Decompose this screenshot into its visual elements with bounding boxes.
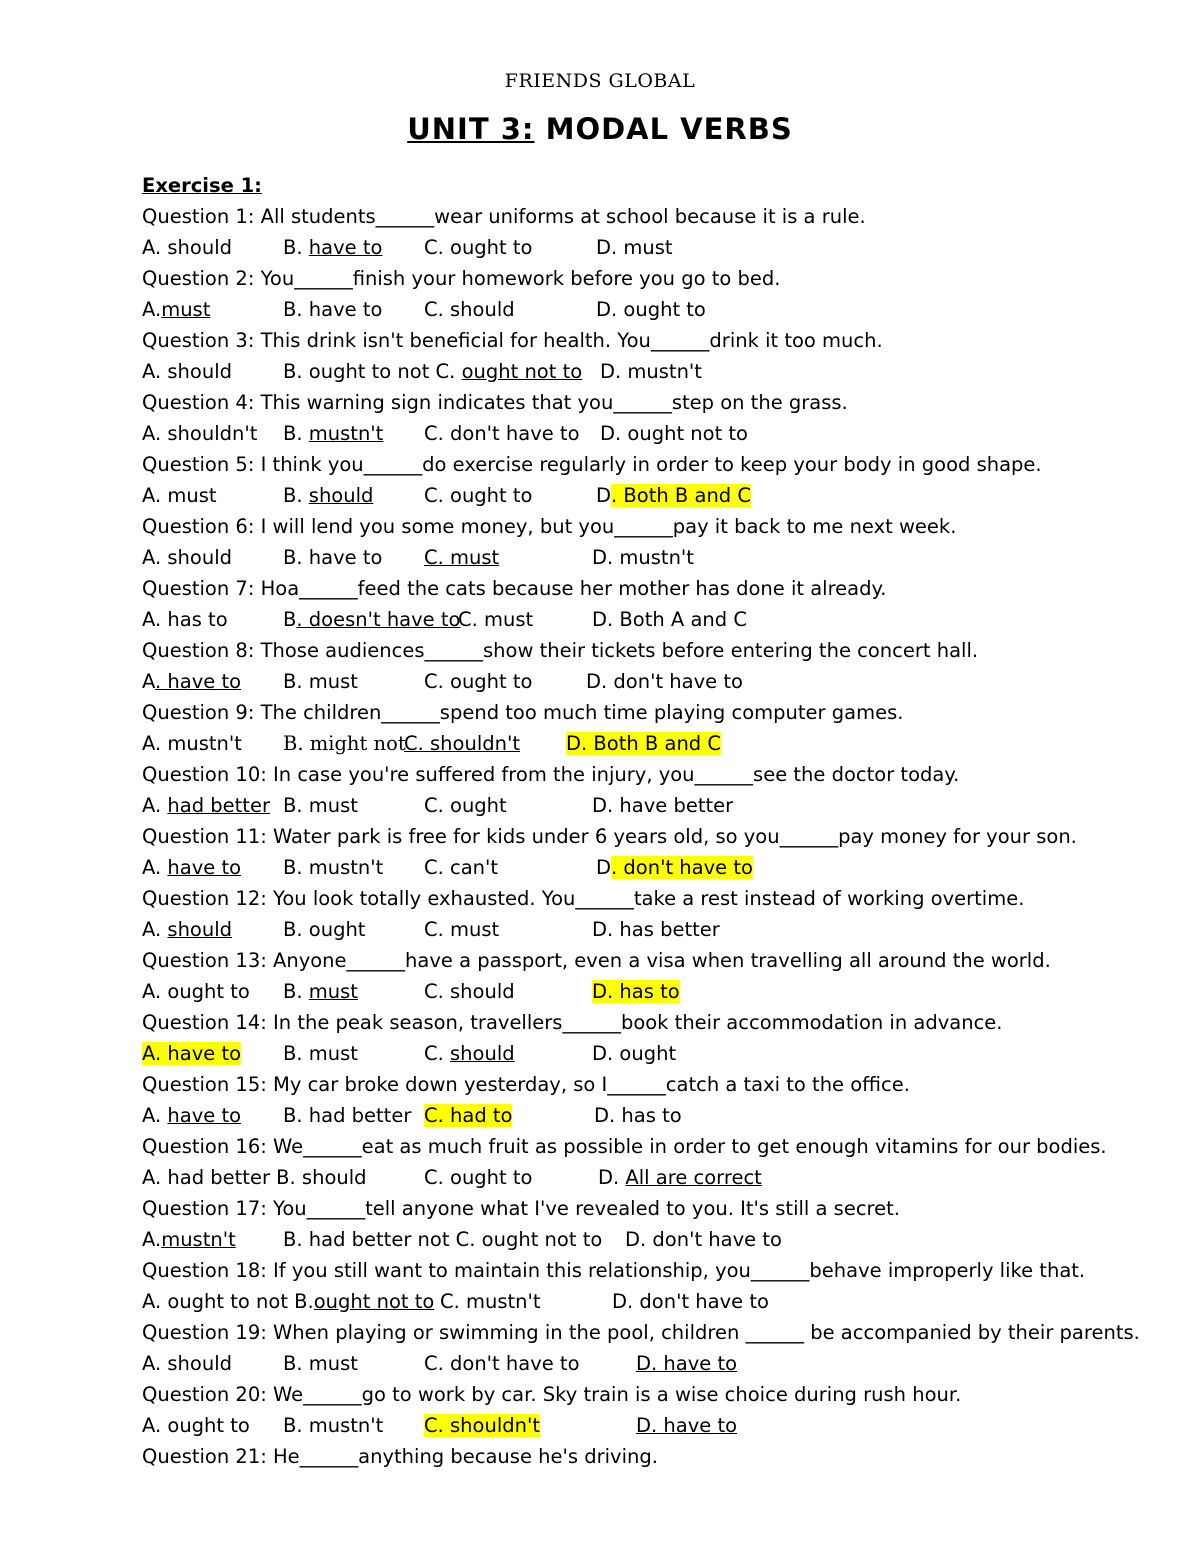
option-text: C. must bbox=[424, 918, 500, 941]
option-answer-text: A. have to bbox=[142, 1042, 242, 1065]
option-text: D. ought not to bbox=[600, 422, 748, 445]
question-label: Question 1: bbox=[142, 205, 255, 228]
answer-options-8 bbox=[142, 666, 1162, 697]
answer-option[interactable] bbox=[592, 976, 680, 1007]
answer-option[interactable] bbox=[283, 914, 365, 945]
answer-options-14 bbox=[142, 1038, 1162, 1069]
option-text: C. ought bbox=[424, 794, 507, 817]
answer-option[interactable] bbox=[283, 418, 383, 449]
question-label: Question 21: bbox=[142, 1445, 267, 1468]
question-text: Hoa______feed the cats because her mother has done it already. bbox=[254, 577, 887, 600]
question-5 bbox=[142, 449, 1162, 480]
answer-option[interactable] bbox=[283, 480, 373, 511]
answer-option[interactable] bbox=[142, 914, 232, 945]
option-text: D. has to bbox=[594, 1104, 682, 1127]
question-text: This warning sign indicates that you______step on the grass. bbox=[254, 391, 848, 414]
exercise-content bbox=[142, 170, 1162, 1472]
answer-options-18 bbox=[142, 1286, 1162, 1317]
option-text: A. bbox=[142, 856, 168, 879]
option-answer-text: All are correct bbox=[625, 1166, 762, 1189]
unit-title bbox=[0, 112, 1200, 146]
answer-option[interactable] bbox=[142, 418, 257, 449]
answer-option[interactable] bbox=[424, 976, 515, 1007]
answer-option[interactable] bbox=[596, 480, 751, 511]
option-text: A. ought to bbox=[142, 1414, 250, 1437]
option-text: A. bbox=[142, 298, 162, 321]
answer-option[interactable] bbox=[142, 852, 241, 883]
question-label: Question 15: bbox=[142, 1073, 267, 1096]
option-text: B. ought to not C. bbox=[283, 360, 462, 383]
option-text: B. must bbox=[283, 1352, 358, 1375]
unit-number: UNIT 3: bbox=[407, 112, 535, 146]
answer-option[interactable] bbox=[612, 1286, 769, 1317]
answer-option[interactable] bbox=[592, 790, 733, 821]
option-text: D. don't have to bbox=[586, 670, 743, 693]
option-answer-text: . doesn't have to bbox=[296, 608, 461, 631]
answer-option[interactable] bbox=[458, 604, 533, 635]
unit-topic: MODAL VERBS bbox=[534, 112, 793, 146]
question-label: Question 3: bbox=[142, 329, 255, 352]
question-21 bbox=[142, 1441, 1162, 1472]
option-answer-text: have to bbox=[167, 1104, 242, 1127]
option-text: B. bbox=[283, 422, 309, 445]
answer-option[interactable] bbox=[596, 232, 673, 263]
option-text: A. ought to not B. bbox=[142, 1290, 314, 1313]
question-20 bbox=[142, 1379, 1162, 1410]
option-answer-text: D. Both B and C bbox=[566, 732, 722, 755]
answer-options-3 bbox=[142, 356, 1162, 387]
answer-option[interactable] bbox=[142, 1162, 367, 1193]
answer-option[interactable] bbox=[424, 418, 580, 449]
question-text: In case you're suffered from the injury, you______see the doctor today. bbox=[266, 763, 960, 786]
answer-option[interactable] bbox=[440, 1286, 541, 1317]
answer-options-12 bbox=[142, 914, 1162, 945]
answer-options-6 bbox=[142, 542, 1162, 573]
question-10 bbox=[142, 759, 1162, 790]
option-text: D. don't have to bbox=[625, 1228, 782, 1251]
answer-option[interactable] bbox=[566, 728, 721, 759]
option-text: D. must bbox=[596, 236, 673, 259]
question-label: Question 12: bbox=[142, 887, 267, 910]
answer-options-11 bbox=[142, 852, 1162, 883]
option-text: A. should bbox=[142, 236, 232, 259]
question-text: Anyone______have a passport, even a visa when travelling all around the world. bbox=[266, 949, 1051, 972]
option-text: D. mustn't bbox=[600, 360, 702, 383]
option-answer-text: ought not to bbox=[313, 1290, 435, 1313]
option-text: D. have better bbox=[592, 794, 734, 817]
option-text: D. bbox=[598, 1166, 626, 1189]
option-answer-text: C. shouldn't bbox=[424, 1414, 540, 1437]
question-2 bbox=[142, 263, 1162, 294]
answer-option[interactable] bbox=[142, 356, 232, 387]
answer-option[interactable] bbox=[283, 852, 383, 883]
question-label: Question 4: bbox=[142, 391, 255, 414]
answer-option[interactable] bbox=[283, 976, 358, 1007]
option-text: A. bbox=[142, 794, 168, 817]
question-list bbox=[142, 201, 1162, 1472]
answer-options-17 bbox=[142, 1224, 1162, 1255]
option-answer-text: C. had to bbox=[424, 1104, 513, 1127]
option-text: D. ought bbox=[592, 1042, 677, 1065]
option-text: C. don't have to bbox=[424, 422, 580, 445]
option-answer-text: mustn't bbox=[308, 422, 384, 445]
answer-option[interactable] bbox=[283, 728, 406, 759]
answer-option[interactable] bbox=[598, 1162, 762, 1193]
answer-option[interactable] bbox=[424, 1348, 580, 1379]
option-text: B. must bbox=[283, 1042, 358, 1065]
option-text: B. might not bbox=[283, 732, 406, 755]
option-text: D. has better bbox=[592, 918, 720, 941]
answer-option[interactable] bbox=[636, 1348, 737, 1379]
option-text: D bbox=[596, 484, 612, 507]
question-text: This drink isn't beneficial for health. You______drink it too much. bbox=[254, 329, 883, 352]
question-7 bbox=[142, 573, 1162, 604]
option-text: B. had better bbox=[283, 1104, 412, 1127]
question-13 bbox=[142, 945, 1162, 976]
option-text: B bbox=[283, 608, 297, 631]
option-answer-text: mustn't bbox=[161, 1228, 236, 1251]
answer-option[interactable] bbox=[142, 728, 242, 759]
option-text: A. should bbox=[142, 1352, 232, 1375]
option-text: D. Both A and C bbox=[592, 608, 747, 631]
answer-option[interactable] bbox=[142, 1410, 250, 1441]
answer-option[interactable] bbox=[142, 1224, 236, 1255]
option-text: C. don't have to bbox=[424, 1352, 580, 1375]
option-text: A. has to bbox=[142, 608, 228, 631]
option-text: A. bbox=[142, 1104, 168, 1127]
option-answer-text: C. shouldn't bbox=[404, 732, 520, 755]
answer-option[interactable] bbox=[142, 1286, 434, 1317]
question-text: We______eat as much fruit as possible in order to get enough vitamins for our bodies. bbox=[266, 1135, 1107, 1158]
question-8 bbox=[142, 635, 1162, 666]
question-text: My car broke down yesterday, so I______catch a taxi to the office. bbox=[266, 1073, 910, 1096]
answer-option[interactable] bbox=[424, 294, 515, 325]
option-answer-text: D. has to bbox=[592, 980, 680, 1003]
document-header: FRIENDS GLOBAL bbox=[504, 70, 696, 92]
option-text: B. ought bbox=[283, 918, 366, 941]
question-label: Question 13: bbox=[142, 949, 267, 972]
question-label: Question 9: bbox=[142, 701, 255, 724]
answer-option[interactable] bbox=[424, 542, 499, 573]
answer-option[interactable] bbox=[283, 1348, 358, 1379]
option-text: A. bbox=[142, 918, 168, 941]
answer-option[interactable] bbox=[283, 790, 358, 821]
answer-option[interactable] bbox=[600, 418, 748, 449]
option-answer-text: must bbox=[161, 298, 211, 321]
answer-option[interactable] bbox=[283, 356, 582, 387]
answer-options-10 bbox=[142, 790, 1162, 821]
option-text: C. must bbox=[458, 608, 534, 631]
answer-option[interactable] bbox=[592, 542, 694, 573]
answer-option[interactable] bbox=[283, 232, 382, 263]
question-label: Question 11: bbox=[142, 825, 267, 848]
answer-option[interactable] bbox=[592, 1038, 676, 1069]
answer-option[interactable] bbox=[625, 1224, 782, 1255]
question-label: Question 5: bbox=[142, 453, 255, 476]
answer-options-19 bbox=[142, 1348, 1162, 1379]
option-answer-text: . don't have to bbox=[611, 856, 753, 879]
option-text: B. bbox=[283, 980, 309, 1003]
option-text: B. must bbox=[283, 794, 358, 817]
question-text: You______finish your homework before you go to bed. bbox=[254, 267, 781, 290]
question-label: Question 19: bbox=[142, 1321, 267, 1344]
option-text: A bbox=[142, 670, 155, 693]
question-label: Question 8: bbox=[142, 639, 255, 662]
question-18 bbox=[142, 1255, 1162, 1286]
answer-option[interactable] bbox=[424, 914, 499, 945]
question-19 bbox=[142, 1317, 1162, 1348]
question-label: Question 17: bbox=[142, 1197, 267, 1220]
option-text: B. bbox=[283, 484, 309, 507]
answer-option[interactable] bbox=[283, 1410, 383, 1441]
exercise-heading bbox=[142, 170, 1162, 201]
answer-option[interactable] bbox=[600, 356, 702, 387]
answer-option[interactable] bbox=[424, 1410, 540, 1441]
option-text: A. ought to bbox=[142, 980, 250, 1003]
answer-options-16 bbox=[142, 1162, 1162, 1193]
option-answer-text: have to bbox=[308, 236, 383, 259]
answer-options-9 bbox=[142, 728, 1162, 759]
option-text: B. have to bbox=[283, 546, 383, 569]
question-label: Question 16: bbox=[142, 1135, 267, 1158]
option-text: A. had better B. should bbox=[142, 1166, 367, 1189]
option-answer-text: have to bbox=[167, 856, 242, 879]
question-17 bbox=[142, 1193, 1162, 1224]
option-text: B. mustn't bbox=[283, 1414, 384, 1437]
option-text: B. bbox=[283, 236, 309, 259]
question-text: I will lend you some money, but you______pay it back to me next week. bbox=[254, 515, 957, 538]
option-text: B. had better not C. ought not to bbox=[283, 1228, 603, 1251]
question-text: All students______wear uniforms at school because it is a rule. bbox=[254, 205, 866, 228]
question-3 bbox=[142, 325, 1162, 356]
answer-option[interactable] bbox=[424, 852, 498, 883]
answer-option[interactable] bbox=[283, 604, 460, 635]
answer-option[interactable] bbox=[142, 976, 250, 1007]
option-text: C. ought to bbox=[424, 484, 533, 507]
option-text: A. mustn't bbox=[142, 732, 242, 755]
question-label: Question 14: bbox=[142, 1011, 267, 1034]
question-9 bbox=[142, 697, 1162, 728]
question-text: You look totally exhausted. You______take a rest instead of working overtime. bbox=[266, 887, 1025, 910]
option-answer-text: ought not to bbox=[461, 360, 583, 383]
option-text: C. mustn't bbox=[440, 1290, 541, 1313]
option-text: A. bbox=[142, 1228, 162, 1251]
option-answer-text: . have to bbox=[155, 670, 242, 693]
answer-option[interactable] bbox=[424, 790, 507, 821]
option-text: C. can't bbox=[424, 856, 499, 879]
answer-option[interactable] bbox=[424, 666, 532, 697]
question-label: Question 10: bbox=[142, 763, 267, 786]
option-text: D. don't have to bbox=[612, 1290, 769, 1313]
answer-options-13 bbox=[142, 976, 1162, 1007]
answer-option[interactable] bbox=[142, 1038, 241, 1069]
answer-option[interactable] bbox=[586, 666, 743, 697]
option-answer-text: had better bbox=[167, 794, 270, 817]
question-text: The children______spend too much time playing computer games. bbox=[254, 701, 904, 724]
option-text: B. mustn't bbox=[283, 856, 384, 879]
question-text: When playing or swimming in the pool, children ______ be accompanied by their parents. bbox=[266, 1321, 1140, 1344]
answer-option[interactable] bbox=[424, 480, 532, 511]
question-text: If you still want to maintain this relationship, you______behave improperly like that. bbox=[266, 1259, 1086, 1282]
answer-option[interactable] bbox=[596, 294, 706, 325]
answer-options-1 bbox=[142, 232, 1162, 263]
option-text: C. should bbox=[424, 980, 515, 1003]
answer-option[interactable] bbox=[283, 294, 382, 325]
answer-option[interactable] bbox=[142, 232, 232, 263]
question-text: In the peak season, travellers______book their accommodation in advance. bbox=[266, 1011, 1003, 1034]
question-11 bbox=[142, 821, 1162, 852]
question-14 bbox=[142, 1007, 1162, 1038]
question-15 bbox=[142, 1069, 1162, 1100]
answer-option[interactable] bbox=[283, 666, 358, 697]
option-text: D bbox=[596, 856, 612, 879]
answer-option[interactable] bbox=[636, 1410, 737, 1441]
question-6 bbox=[142, 511, 1162, 542]
option-text: B. have to bbox=[283, 298, 383, 321]
question-label: Question 6: bbox=[142, 515, 255, 538]
option-text: C. should bbox=[424, 298, 515, 321]
answer-option[interactable] bbox=[283, 1100, 411, 1131]
answer-option[interactable] bbox=[142, 542, 232, 573]
option-answer-text: should bbox=[450, 1042, 515, 1065]
answer-options-7 bbox=[142, 604, 1162, 635]
exercise-label: Exercise 1: bbox=[142, 174, 262, 197]
answer-option[interactable] bbox=[594, 1100, 682, 1131]
question-label: Question 20: bbox=[142, 1383, 267, 1406]
answer-option[interactable] bbox=[424, 232, 532, 263]
option-text: A. should bbox=[142, 546, 232, 569]
question-label: Question 7: bbox=[142, 577, 255, 600]
question-16 bbox=[142, 1131, 1162, 1162]
answer-options-4 bbox=[142, 418, 1162, 449]
option-text: C. bbox=[424, 1042, 451, 1065]
option-answer-text: should bbox=[167, 918, 233, 941]
option-text: C. ought to bbox=[424, 1166, 533, 1189]
option-text: B. must bbox=[283, 670, 358, 693]
option-text: A. must bbox=[142, 484, 217, 507]
question-12 bbox=[142, 883, 1162, 914]
answer-option[interactable] bbox=[424, 1162, 532, 1193]
answer-options-2 bbox=[142, 294, 1162, 325]
question-1 bbox=[142, 201, 1162, 232]
question-text: Water park is free for kids under 6 years old, so you______pay money for your son. bbox=[266, 825, 1077, 848]
answer-option[interactable] bbox=[283, 1224, 602, 1255]
option-text: C. ought to bbox=[424, 670, 533, 693]
option-answer-text: must bbox=[308, 980, 358, 1003]
answer-option[interactable] bbox=[424, 1038, 515, 1069]
option-text: C. ought to bbox=[424, 236, 533, 259]
answer-option[interactable] bbox=[142, 480, 217, 511]
question-4 bbox=[142, 387, 1162, 418]
question-text: We______go to work by car. Sky train is a wise choice during rush hour. bbox=[266, 1383, 962, 1406]
option-text: A. shouldn't bbox=[142, 422, 258, 445]
answer-options-15 bbox=[142, 1100, 1162, 1131]
question-label: Question 2: bbox=[142, 267, 255, 290]
option-text: D. mustn't bbox=[592, 546, 694, 569]
answer-options-20 bbox=[142, 1410, 1162, 1441]
option-answer-text: . Both B and C bbox=[611, 484, 752, 507]
answer-option[interactable] bbox=[592, 914, 720, 945]
option-answer-text: D. have to bbox=[636, 1414, 738, 1437]
answer-option[interactable] bbox=[283, 542, 382, 573]
answer-option[interactable] bbox=[283, 1038, 358, 1069]
option-answer-text: C. must bbox=[424, 546, 500, 569]
answer-option[interactable] bbox=[142, 790, 270, 821]
question-text: I think you______do exercise regularly in order to keep your body in good shape. bbox=[254, 453, 1042, 476]
answer-options-5 bbox=[142, 480, 1162, 511]
answer-option[interactable] bbox=[592, 604, 747, 635]
option-text: D. ought to bbox=[596, 298, 706, 321]
answer-option[interactable] bbox=[142, 1100, 241, 1131]
option-answer-text: should bbox=[308, 484, 374, 507]
answer-option[interactable] bbox=[142, 294, 210, 325]
answer-option[interactable] bbox=[142, 604, 228, 635]
answer-option[interactable] bbox=[424, 1100, 512, 1131]
question-text: You______tell anyone what I've revealed to you. It's still a secret. bbox=[266, 1197, 900, 1220]
answer-option[interactable] bbox=[142, 1348, 232, 1379]
answer-option[interactable] bbox=[596, 852, 753, 883]
question-text: He______anything because he's driving. bbox=[266, 1445, 658, 1468]
answer-option[interactable] bbox=[404, 728, 520, 759]
option-text: A. should bbox=[142, 360, 232, 383]
question-text: Those audiences______show their tickets before entering the concert hall. bbox=[254, 639, 979, 662]
option-answer-text: D. have to bbox=[636, 1352, 738, 1375]
answer-option[interactable] bbox=[142, 666, 241, 697]
question-label: Question 18: bbox=[142, 1259, 267, 1282]
